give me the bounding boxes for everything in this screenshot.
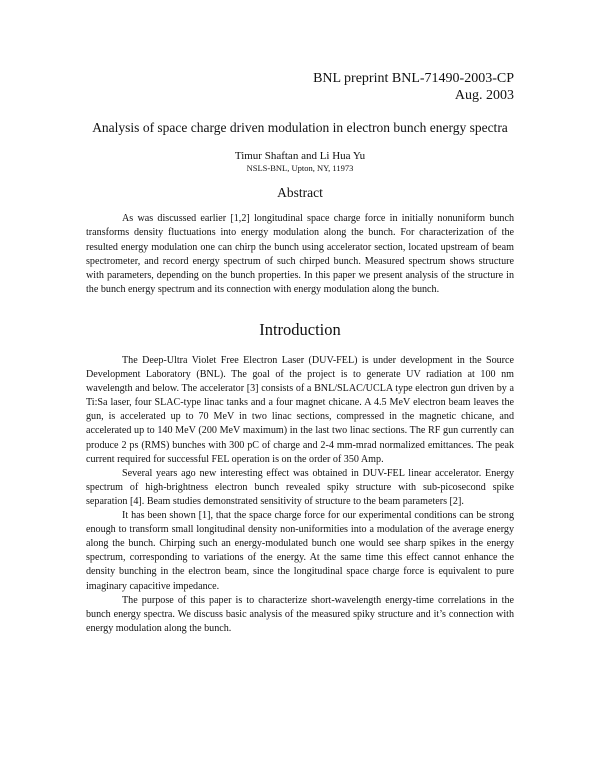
intro-paragraph: The Deep-Ultra Violet Free Electron Laser (DUV-FEL) is under development in the Source Development Laboratory (BNL). The goal of the project is to generate UV radiation at 100 nm wavelength and below. The accelerator [3] consists of a BNL/SLAC/UCLA type electron gun driven by a Ti:Sa laser, four SLAC-type linac tanks and a four magnet chicane. A 4.5 MeV electron beam leaves the gun, is accelerated up to 70 MeV in two linac sections, compressed in the magnetic chicane, and accelerated up to 140 MeV (200 MeV maximum) in the last two linac sections. The RF gun currently can produce 2 ps (RMS) bunches with 300 pC of charge and 2-4 mm-mrad normalized emittances. The peak current required for successful FEL operation is on the order of 350 Amp. [86, 355, 514, 465]
introduction-body [86, 354, 514, 636]
introduction-heading: Introduction [259, 320, 341, 339]
paper-title: Analysis of space charge driven modulation in electron bunch energy spectra [92, 120, 508, 135]
intro-paragraph: Several years ago new interesting effect was obtained in DUV-FEL linear accelerator. Energy spectrum of high-brightness electron bunch revealed spiky structure with sub-picosecond spike separation [4]. Beam studies demonstrated sensitivity of structure to the beam parameters [2]. [86, 467, 514, 507]
abstract-heading: Abstract [277, 185, 323, 200]
authors: Timur Shaftan and Li Hua Yu [234, 150, 366, 162]
intro-paragraph: The purpose of this paper is to characterize short-wavelength energy-time correlations in the bunch energy spectra. We discuss basic analysis of the measured spiky structure and it’s connection with energy modulation along the bunch. [86, 594, 514, 634]
affiliation: NSLS-BNL, Upton, NY, 11973 [246, 163, 354, 173]
abstract-text: As was discussed earlier [1,2] longitudinal space charge force in initially nonuniform bunch transforms density fluctuations into energy modulation along the bunch. For characterization of the resulted energy modulation one can chirp the bunch using accelerator section, located upstream of beam spectrometer, and record energy spectrum of such chirped bunch. Measured spectrum shows structure with parameters, depending on the bunch properties. In this paper we present analysis of the structure in the bunch energy spectrum and its connection with energy modulation along the bunch. [86, 213, 514, 296]
preprint-header [313, 70, 514, 104]
intro-paragraph: It has been shown [1], that the space charge force for our experimental conditions can be strong enough to transform small longitudinal density non-uniformities into a modulation of the average energy along the bunch. Chirping such an energy-modulated bunch one would see sharp spikes in the energy spectrum, corresponding to variations of the energy. At the same time this effect cannot enhance the density bunching in the electron beam, since the longitudinal space charge force is equivalent to pure imaginary capacitive impedance. [86, 510, 514, 592]
preprint-id: BNL preprint BNL-71490-2003-CP [313, 71, 514, 86]
preprint-date: Aug. 2003 [454, 88, 514, 103]
